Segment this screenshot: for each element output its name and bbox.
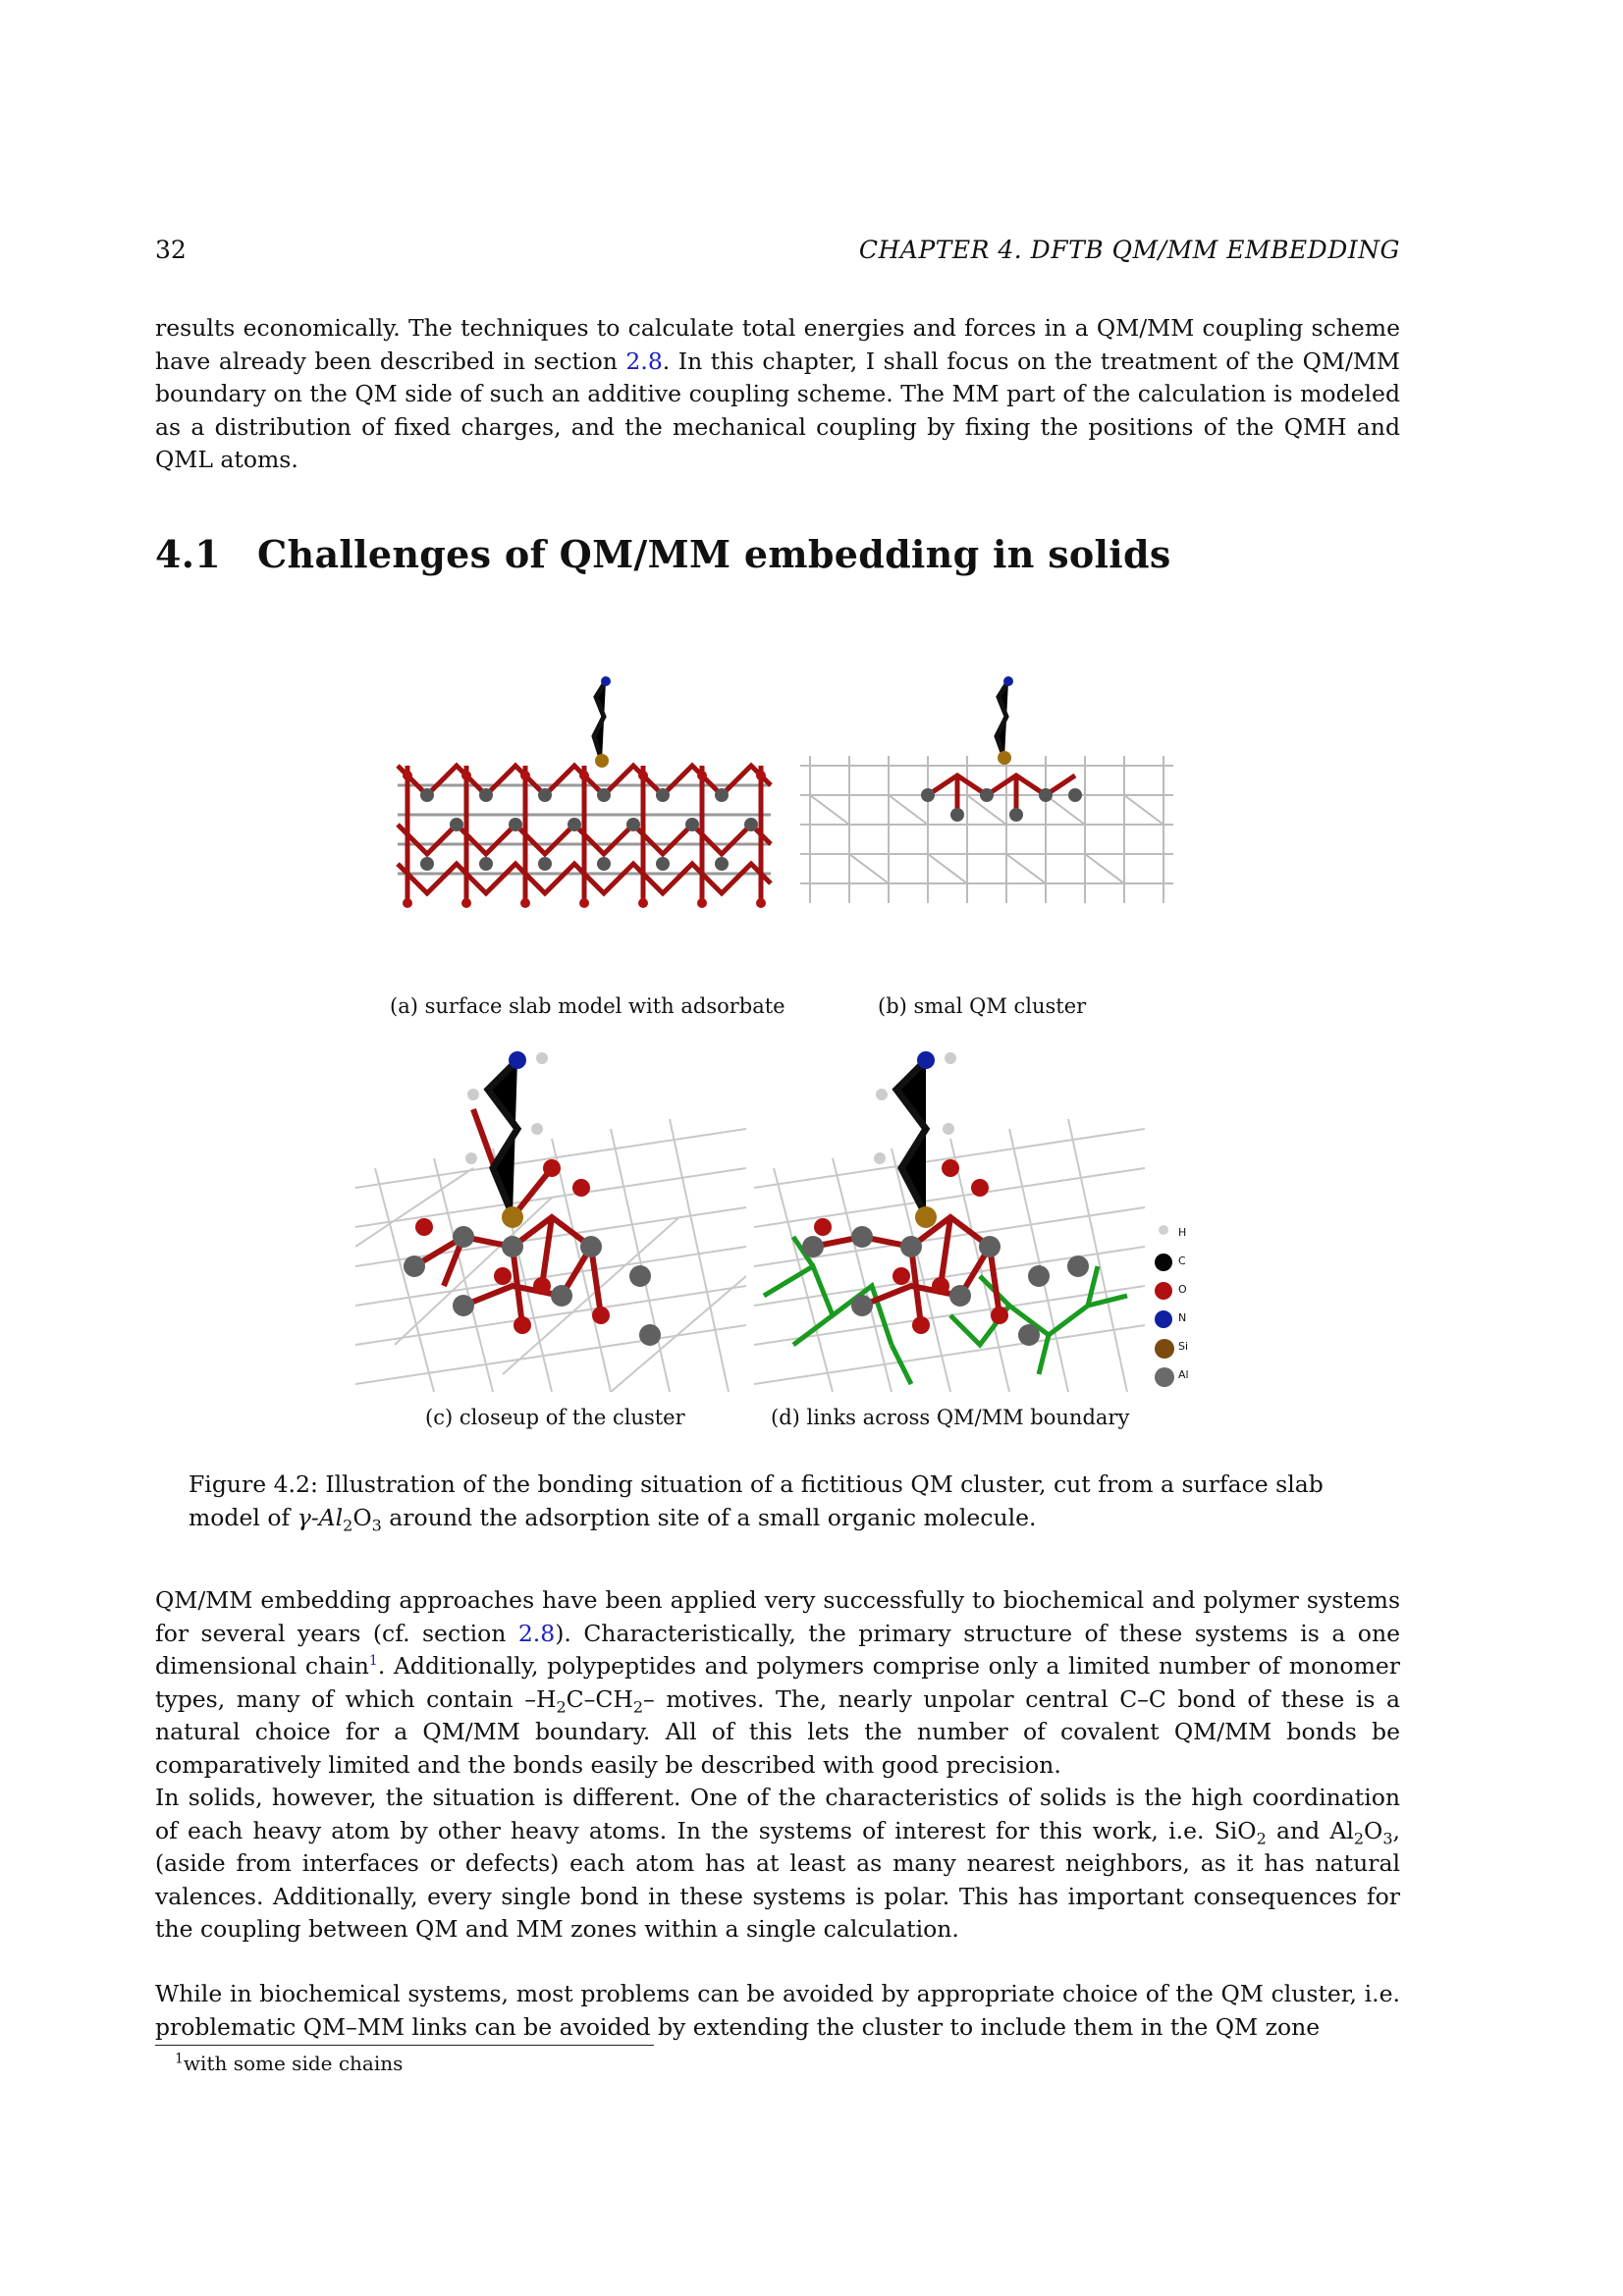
subcaption-d: (d) links across QM/MM boundary [771,1406,1130,1429]
footnote [175,2052,403,2075]
atom-legend [1155,1221,1214,1392]
chapter-title: CHAPTER 4. DFTB QM/MM EMBEDDING [858,236,1400,264]
intro-text-1: results economically. The techniques to calculate total energies and forces in a QM/MM coupling scheme have already been described in section [155,314,1400,375]
p2-text-5: – motives. The, nearly unpolar central C–C bond of these is a natural choice for a QM/MM boundary. All of this lets the number of covalent QM/MM bonds be comparatively limited and the bonds easily be described with good precision. [155,1684,1400,1779]
subcaption-a: (a) surface slab model with adsorbate [390,994,785,1018]
footnote-mark: 1 [175,2051,184,2067]
p3-text-4: , (aside from interfaces or defects) each atom has at least as many nearest neighbors, as it has natural valences. Additionally, every single bond in these systems is polar. This has important consequences for the coupling between QM and MM zones within a single calculation. [155,1816,1400,1943]
footnote-rule [155,2045,654,2046]
paragraph-biochemical [155,1584,1400,1782]
caption-text-2: around the adsorption site of a small organic molecule. [381,1503,1037,1531]
caption-gamma: γ-Al [297,1503,344,1531]
legend-label-o: O [1178,1283,1187,1296]
paragraph-solids [155,1782,1400,1947]
caption-sub-1: 2 [343,1516,353,1535]
p2-text-2: ). Characteristically, the primary structure of these systems is a one dimensional chain [155,1619,1400,1680]
legend-item-h [1155,1221,1214,1250]
p2-sub-1: 2 [556,1697,567,1717]
legend-label-h: H [1178,1226,1187,1239]
section-title: Challenges of QM/MM embedding in solids [257,532,1171,576]
p2-sub-2: 2 [632,1697,644,1717]
footnote-ref-1[interactable]: 1 [368,1653,378,1670]
legend-item-si [1155,1335,1214,1363]
caption-text-1: Figure 4.2: Illustration of the bonding situation of a fictitious QM cluster, cut from a surface slab model of [189,1470,1324,1531]
legend-label-n: N [1178,1311,1187,1324]
figure-panel-b [790,667,1183,923]
legend-item-n [1155,1307,1214,1335]
legend-swatch-al [1155,1367,1174,1387]
legend-label-si: Si [1178,1340,1189,1353]
legend-item-c [1155,1250,1214,1278]
section-number: 4.1 [155,532,222,576]
page-number: 32 [155,236,187,264]
p3-sub-1: 2 [1256,1829,1267,1848]
p3-sub-2: 2 [1353,1829,1365,1848]
section-link-2-8[interactable]: 2.8 [625,347,663,375]
section-heading [155,532,1171,576]
figure-caption [189,1468,1367,1534]
legend-swatch-n [1155,1310,1172,1328]
legend-swatch-o [1155,1282,1172,1300]
section-link-2-8-b[interactable]: 2.8 [517,1619,556,1647]
p3-text-2: and Al [1266,1816,1354,1844]
figure-panel-a [388,667,781,923]
figure-panel-d [754,1050,1145,1392]
intro-text-2: . In this chapter, I shall focus on the treatment of the QM/MM boundary on the QM side of such an additive coupling scheme. The MM part of the calculation is modeled as a distribution of fixed charges, and the mechanical coupling by fixing the positions of the QMH and QML atoms. [155,347,1400,473]
intro-paragraph [155,312,1400,477]
legend-item-al [1155,1363,1214,1392]
p2-text-3: . Additionally, polypeptides and polymers comprise only a limited number of monomer types, many of which contain –H [155,1652,1400,1713]
legend-swatch-si [1155,1339,1174,1359]
footnote-text: with some side chains [183,2052,404,2075]
legend-label-al: Al [1178,1368,1189,1381]
legend-swatch-h [1159,1225,1168,1235]
p3-text-1: In solids, however, the situation is different. One of the characteristics of solids is the high coordination of each heavy atom by other heavy atoms. In the systems of interest for this work, i.e. SiO [155,1784,1400,1844]
p2-text-1: QM/MM embedding approaches have been applied very successfully to biochemical and polymer systems for several years (cf. section [155,1586,1400,1647]
legend-swatch-c [1155,1254,1172,1271]
legend-label-c: C [1178,1255,1186,1267]
legend-item-o [1155,1278,1214,1307]
figure-panel-c [355,1050,746,1392]
caption-o: O [352,1503,372,1531]
p2-text-4: C–CH [566,1684,633,1713]
paragraph-cluster-choice: While in biochemical systems, most problems can be avoided by appropriate choice of the QM cluster, i.e. problematic QM–MM links can be avoided by extending the cluster to include them in the QM zone [155,1980,1400,2041]
subcaption-c: (c) closeup of the cluster [425,1406,685,1429]
subcaption-b: (b) smal QM cluster [878,994,1087,1018]
p3-sub-3: 3 [1382,1829,1393,1848]
caption-sub-2: 3 [371,1516,382,1535]
p3-text-3: O [1364,1816,1383,1844]
